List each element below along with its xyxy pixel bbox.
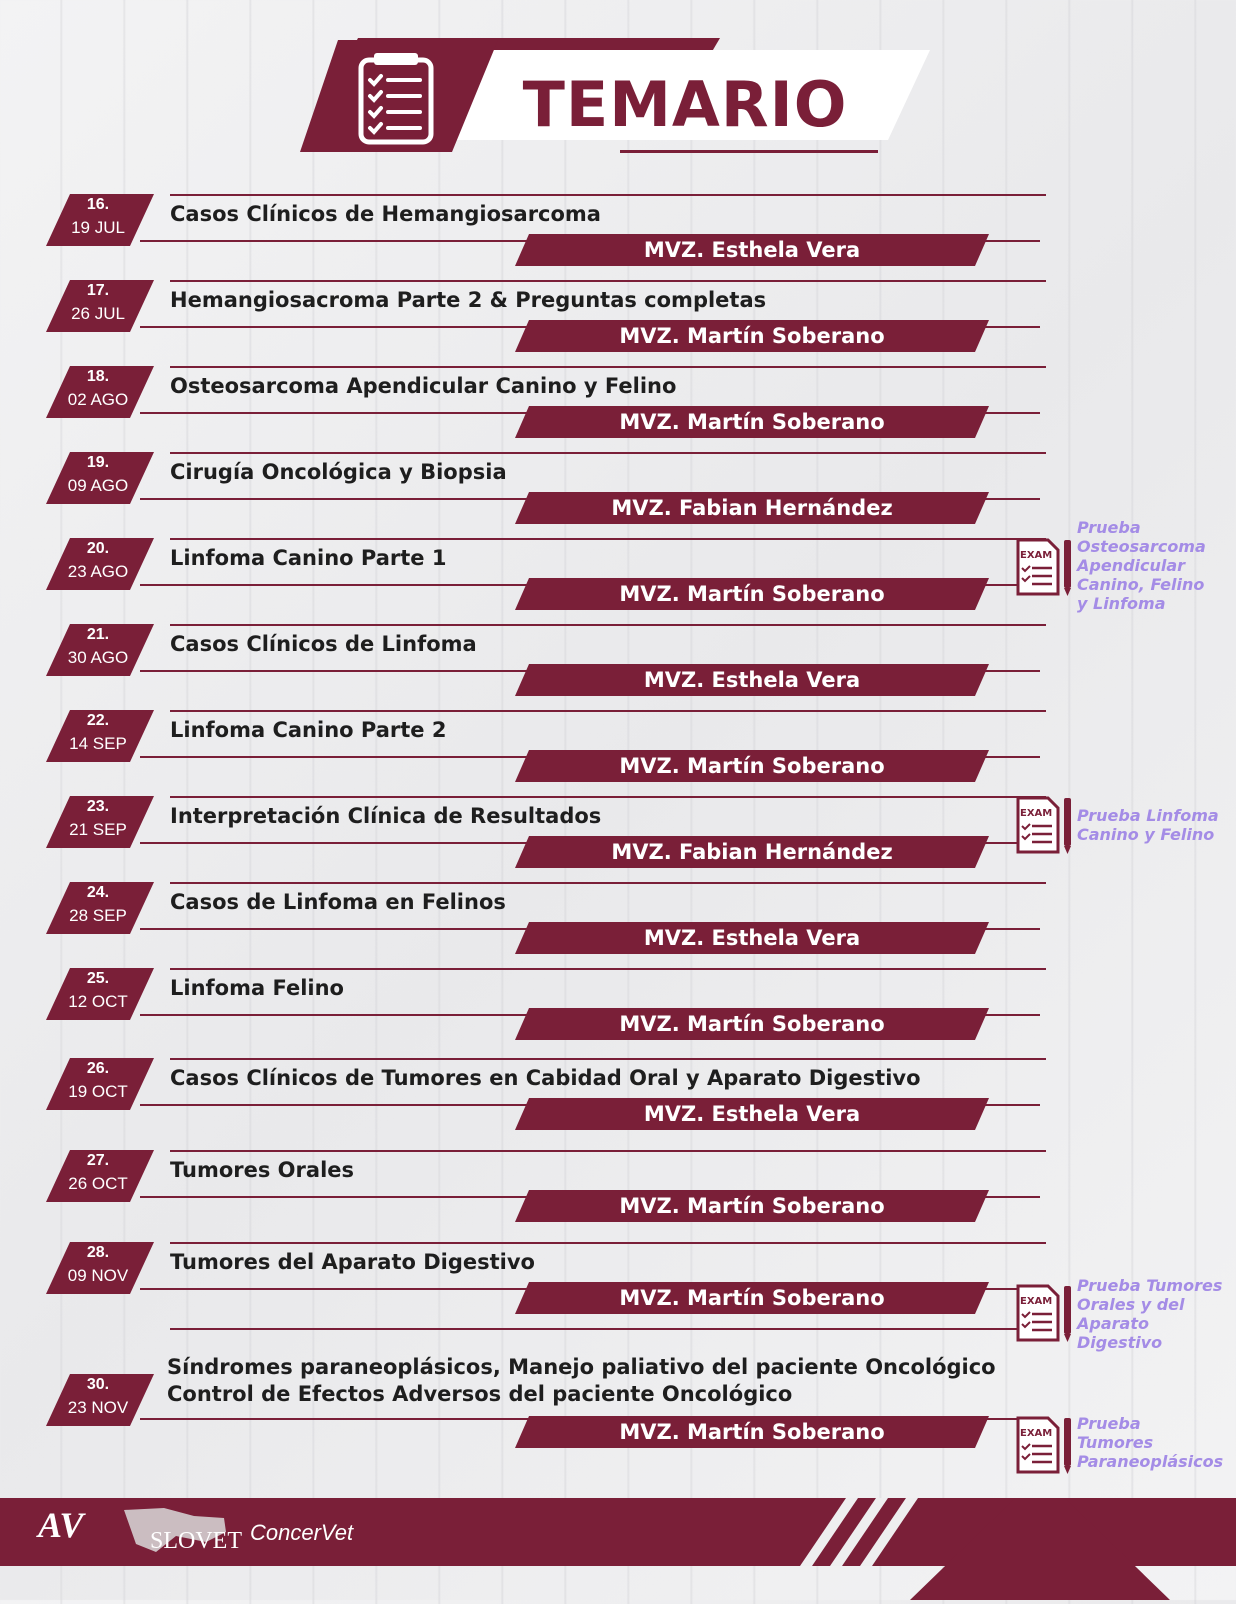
exam-note-line: Apendicular <box>1077 556 1186 575</box>
divider <box>170 710 1046 712</box>
session-speaker: MVZ. Martín Soberano <box>619 1286 885 1310</box>
session-topic: Linfoma Canino Parte 1 <box>170 546 447 570</box>
divider <box>170 1058 1046 1060</box>
divider <box>170 1242 1046 1244</box>
session-number: 17. <box>86 282 110 299</box>
page-title: TEMARIO <box>522 68 848 141</box>
session-date: 14 SEP <box>69 734 127 753</box>
session-topic: Casos de Linfoma en Felinos <box>170 890 506 914</box>
exam-icon <box>1012 1282 1078 1344</box>
exam-note <box>1077 518 1227 613</box>
divider <box>170 280 1046 282</box>
divider <box>170 624 1046 626</box>
exam-icon <box>1012 794 1078 856</box>
divider <box>170 194 1046 196</box>
divider <box>170 968 1046 970</box>
divider <box>170 452 1046 454</box>
header-banner <box>0 0 1236 170</box>
exam-note-line: y Linfoma <box>1077 594 1166 613</box>
session-topic: Casos Clínicos de Hemangiosarcoma <box>170 202 601 226</box>
session-speaker: MVZ. Martín Soberano <box>619 324 885 348</box>
session-speaker: MVZ. Fabian Hernández <box>611 840 893 864</box>
session-number: 27. <box>86 1152 110 1169</box>
divider <box>170 1150 1046 1152</box>
session-topic: Osteosarcoma Apendicular Canino y Felino <box>170 374 677 398</box>
exam-note-line: Osteosarcoma <box>1077 537 1206 556</box>
slovet-logo: SLOVET <box>150 1528 242 1554</box>
session-date: 23 NOV <box>67 1398 129 1417</box>
session-number: 18. <box>86 368 110 385</box>
exam-note-line: Aparato <box>1077 1314 1149 1333</box>
session-topic: Casos Clínicos de Linfoma <box>170 632 477 656</box>
session-number: 22. <box>86 712 110 729</box>
session-speaker: MVZ. Martín Soberano <box>619 582 885 606</box>
exam-note-line: Prueba Linfoma <box>1077 806 1219 825</box>
footer <box>0 1498 1236 1600</box>
session-topic: Hemangiosacroma Parte 2 & Preguntas completas <box>170 288 767 312</box>
exam-note-line: Prueba <box>1077 518 1141 537</box>
exam-note-line: Orales y del <box>1077 1295 1185 1314</box>
exam-note <box>1077 806 1227 844</box>
session-number: 30. <box>86 1376 110 1393</box>
session-speaker: MVZ. Martín Soberano <box>619 754 885 778</box>
session-topic-line: Control de Efectos Adversos del paciente Oncológico <box>167 1382 793 1406</box>
divider <box>170 366 1046 368</box>
svg-text:EXAM: EXAM <box>1020 1296 1053 1307</box>
exam-note-line: Canino, Felino <box>1077 575 1205 594</box>
session-speaker: MVZ. Martín Soberano <box>619 1012 885 1036</box>
svg-text:EXAM: EXAM <box>1020 550 1053 561</box>
session-topic: Interpretación Clínica de Resultados <box>170 804 602 828</box>
session-speaker: MVZ. Martín Soberano <box>619 1420 885 1444</box>
exam-note-line: Tumores <box>1077 1433 1154 1452</box>
av-logo: AV <box>38 1505 84 1545</box>
session-number: 28. <box>86 1244 110 1261</box>
session-number: 16. <box>86 196 110 213</box>
session-speaker: MVZ. Esthela Vera <box>643 1102 861 1126</box>
session-date: 21 SEP <box>69 820 127 839</box>
session-speaker: MVZ. Martín Soberano <box>619 1194 885 1218</box>
session-date: 26 JUL <box>71 304 125 323</box>
session-date: 02 AGO <box>67 390 129 409</box>
exam-note-line: Prueba <box>1077 1414 1141 1433</box>
session-speaker: MVZ. Esthela Vera <box>643 926 861 950</box>
session-topic-line: Síndromes paraneoplásicos, Manejo paliativo del paciente Oncológico <box>167 1355 996 1379</box>
session-number: 24. <box>86 884 110 901</box>
checklist-icon <box>358 50 434 146</box>
session-number: 23. <box>86 798 110 815</box>
session-topic: Casos Clínicos de Tumores en Cabidad Oral y Aparato Digestivo <box>170 1066 921 1090</box>
session-topic <box>167 1354 996 1408</box>
exam-icon <box>1012 1414 1078 1476</box>
session-speaker: MVZ. Fabian Hernández <box>611 496 893 520</box>
exam-note <box>1077 1276 1227 1352</box>
session-speaker: MVZ. Martín Soberano <box>619 410 885 434</box>
session-date: 19 OCT <box>68 1082 128 1101</box>
session-date: 30 AGO <box>67 648 129 667</box>
svg-text:EXAM: EXAM <box>1020 808 1053 819</box>
session-number: 21. <box>86 626 110 643</box>
session-speaker: MVZ. Esthela Vera <box>643 668 861 692</box>
divider <box>170 538 1046 540</box>
divider <box>170 1328 1046 1330</box>
session-topic: Linfoma Felino <box>170 976 344 1000</box>
session-topic: Tumores Orales <box>170 1158 355 1182</box>
svg-text:EXAM: EXAM <box>1020 1428 1053 1439</box>
exam-note-line: Digestivo <box>1077 1333 1163 1352</box>
session-date: 23 AGO <box>67 562 129 581</box>
session-date: 28 SEP <box>69 906 127 925</box>
session-number: 20. <box>86 540 110 557</box>
exam-note-line: Prueba Tumores <box>1077 1276 1223 1295</box>
divider <box>170 796 1046 798</box>
session-speaker: MVZ. Esthela Vera <box>643 238 861 262</box>
session-date: 19 JUL <box>71 218 125 237</box>
session-topic: Tumores del Aparato Digestivo <box>170 1250 535 1274</box>
exam-note-line: Canino y Felino <box>1077 825 1215 844</box>
concervet-logo: ConcerVet <box>250 1520 354 1545</box>
session-date: 09 NOV <box>67 1266 129 1285</box>
session-number: 19. <box>86 454 110 471</box>
session-topic: Cirugía Oncológica y Biopsia <box>170 460 507 484</box>
divider <box>170 882 1046 884</box>
exam-note-line: Paraneoplásicos <box>1077 1452 1224 1471</box>
exam-note <box>1077 1414 1227 1471</box>
session-date: 26 OCT <box>68 1174 128 1193</box>
session-topic: Linfoma Canino Parte 2 <box>170 718 447 742</box>
session-number: 26. <box>86 1060 110 1077</box>
session-number: 25. <box>86 970 110 987</box>
session-date: 12 OCT <box>68 992 128 1011</box>
session-date: 09 AGO <box>67 476 129 495</box>
exam-icon <box>1012 536 1078 598</box>
